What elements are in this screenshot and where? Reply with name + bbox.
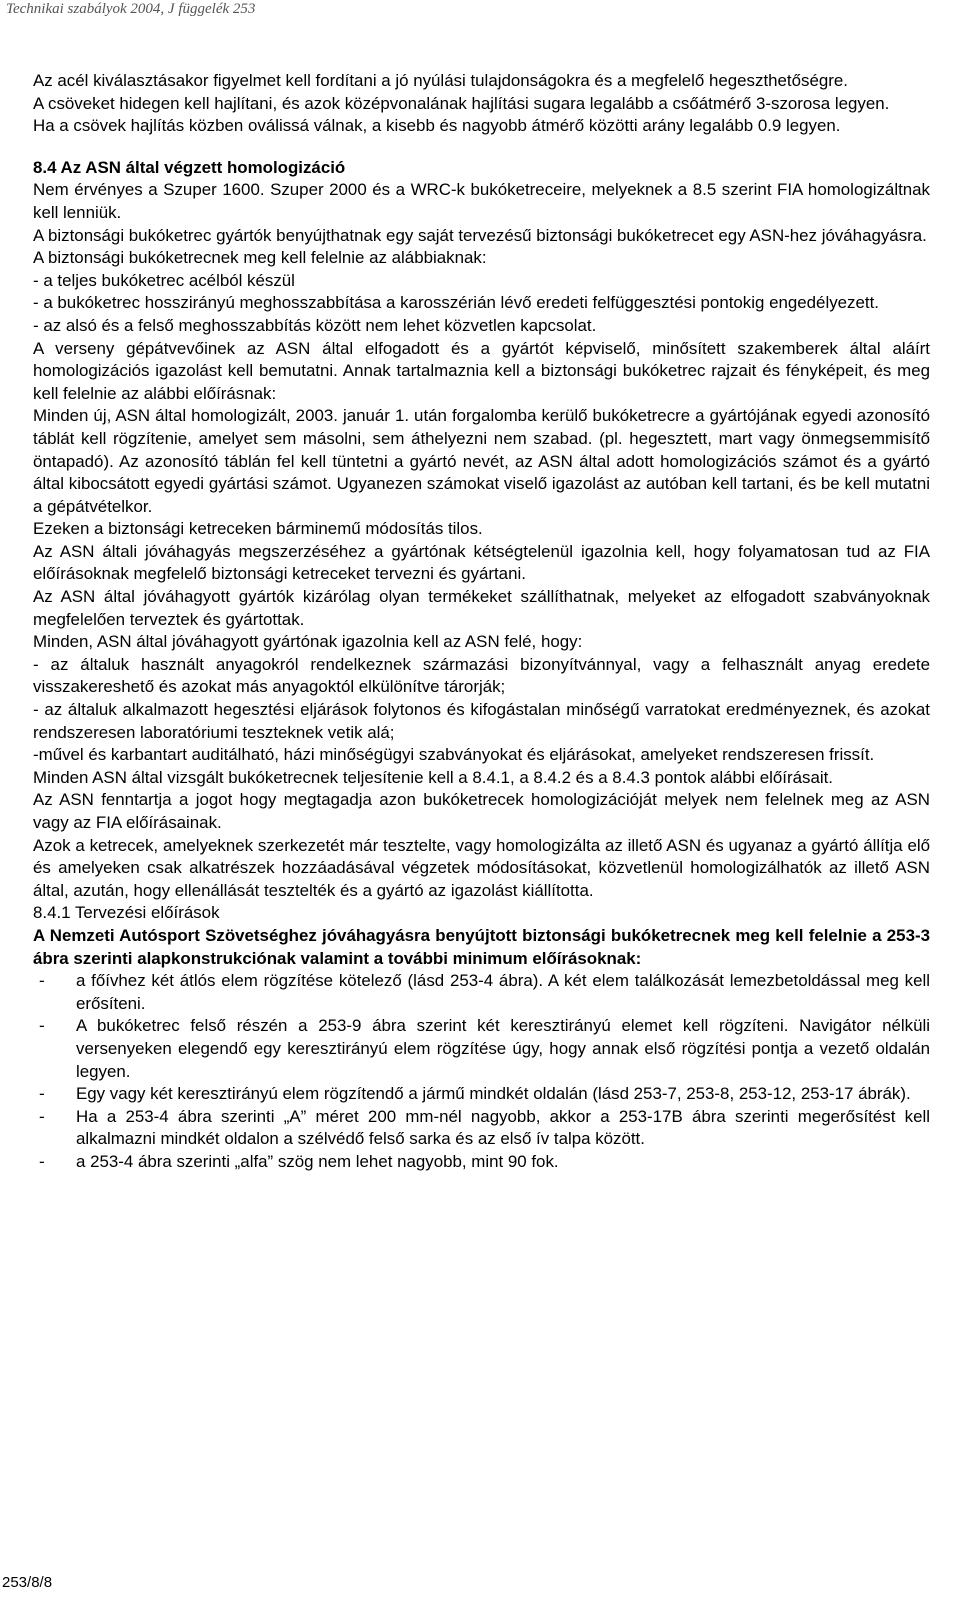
list-dash: - [39, 1106, 45, 1126]
subsection-intro: A Nemzeti Autósport Szövetséghez jóváhagyásra benyújtott biztonsági bukóketrecnek meg kell felelnie a 253-3 ábra szerinti alapkonstrukciónak valamint a további minimum előírásoknak: [33, 925, 930, 968]
list-item [33, 1151, 930, 1174]
paragraph: Nem érvényes a Szuper 1600. Szuper 2000 és a WRC-k bukóketreceire, melyeknek a 8.5 szerint FIA homologizáltnak kell lenniük. [33, 180, 930, 222]
list-dash: - [39, 1016, 45, 1036]
list-item-text: A bukóketrec felső részén a 253-9 ábra szerint két keresztirányú elemet kell rögzíteni. Navigátor nélküli versenyeken elegendő egy keresztirányú elem rögzítése úgy, hogy annak első rögzítési pontja a vezető oldalán legyen. [76, 1016, 930, 1081]
paragraph: Az acél kiválasztásakor figyelmet kell fordítani a jó nyúlási tulajdonságokra és a megfelelő hegeszthetőségre. [33, 71, 848, 90]
list-dash: - [39, 1084, 45, 1104]
section-heading: 8.4 Az ASN által végzett homologizáció [33, 157, 346, 177]
document-body [33, 70, 930, 1174]
paragraph: Az ASN fenntartja a jogot hogy megtagadja azon bukóketrecek homologizációját melyek nem felelnek meg az ASN vagy az FIA előírásainak. [33, 790, 930, 832]
list-item [33, 1083, 930, 1106]
list-dash: - [39, 971, 45, 991]
requirements-list [33, 970, 930, 1173]
paragraph: A verseny gépátvevőinek az ASN által elfogadott és a gyártót képviselő, minősített szakemberek által aláírt homologizációs igazolást kell bemutatni. Annak tartalmaznia kell a biztonsági bukóketrec rajzait és fényképeit, és meg kell felelnie az alábbi előírásnak: [33, 338, 930, 403]
paragraph-gap [33, 138, 930, 157]
paragraph: - a teljes bukóketrec acélból készül [33, 270, 295, 290]
paragraph: Minden új, ASN által homologizált, 2003. január 1. után forgalomba kerülő bukóketrecre a gyártójának egyedi azonosító táblát kell rögzítenie, amelyet sem másolni, sem áthelyezni nem szabad. (pl. hegesztett, mart vagy önmegsemmisítő öntapadó). Az azonosító táblán fel kell tüntetni a gyártó nevét, az ASN által adott homologizációs számot és a gyártó által kibocsátott egyedi gyártási számot. Ugyanezen számokat viselő igazolást az autóban kell tartani, és be kell mutatni a gépátvételkor. [33, 406, 930, 516]
paragraph: A csöveket hidegen kell hajlítani, és azok középvonalának hajlítási sugara legalább a csőátmérő 3-szorosa legyen. [33, 93, 890, 113]
paragraph: Ezeken a biztonsági ketreceken bárminemű módosítás tilos. [33, 519, 483, 539]
paragraph: Az ASN által jóváhagyott gyártók kizárólag olyan termékeket szállíthatnak, melyeket az elfogadott szabványoknak megfelelően terveztek és gyártottak. [33, 587, 930, 629]
list-item [33, 1106, 930, 1151]
paragraph: A biztonsági bukóketrec gyártók benyújthatnak egy saját tervezésű biztonsági bukóketrecet egy ASN-hez jóváhagyásra. [33, 225, 927, 245]
paragraph: Az ASN általi jóváhagyás megszerzéséhez a gyártónak kétségtelenül igazolnia kell, hogy folyamatosan tud az FIA előírásoknak megfelelő biztonsági ketreceket tervezni és gyártani. [33, 541, 930, 584]
paragraph: - az alsó és a felső meghosszabbítás között nem lehet közvetlen kapcsolat. [33, 315, 597, 335]
paragraph: - az általuk használt anyagokról rendelkeznek származási bizonyítvánnyal, vagy a felhasznált anyag eredete visszakereshető és azokat más anyagoktól elkülönítve tárorják; [33, 654, 930, 697]
paragraph: Ha a csövek hajlítás közben oválissá válnak, a kisebb és nagyobb átmérő közötti arány legalább 0.9 legyen. [33, 116, 841, 136]
paragraph: A biztonsági bukóketrecnek meg kell felelnie az alábbiaknak: [33, 248, 487, 268]
list-item-text: a főívhez két átlós elem rögzítése kötelező (lásd 253-4 ábra). A két elem találkozását lemezbetoldással meg kell erősíteni. [76, 971, 930, 1013]
list-item [33, 970, 930, 1015]
paragraph: Minden ASN által vizsgált bukóketrecnek teljesítenie kell a 8.4.1, a 8.4.2 és a 8.4.3 pontok alábbi előírásait. [33, 767, 833, 787]
page-number: 253/8/8 [2, 1574, 53, 1591]
list-item [33, 1015, 930, 1083]
list-item-text: Ha a 253-4 ábra szerinti „A” méret 200 mm-nél nagyobb, akkor a 253-17B ábra szerinti megerősítést kell alkalmazni mindkét oldalon a szélvédő felső sarka és az első ív talpa között. [76, 1106, 930, 1149]
paragraph: Minden, ASN által jóváhagyott gyártónak igazolnia kell az ASN felé, hogy: [33, 632, 583, 652]
list-item-text: a 253-4 ábra szerinti „alfa” szög nem lehet nagyobb, mint 90 fok. [76, 1151, 559, 1171]
list-item-text: Egy vagy két keresztirányú elem rögzítendő a jármű mindkét oldalán (lásd 253-7, 253-8, 253-12, 253-17 ábrák). [76, 1084, 911, 1104]
subsection-title: 8.4.1 Tervezési előírások [33, 903, 220, 923]
paragraph: -művel és karbantart auditálható, házi minőségügyi szabványokat és eljárásokat, amelyeket rendszeresen frissít. [33, 745, 875, 765]
paragraph: Azok a ketrecek, amelyeknek szerkezetét már tesztelte, vagy homologizálta az illető ASN és ugyanaz a gyártó állítja elő és amelyeken csak alkatrészek hozzáadásával végzetek módosításokat, közvetlenül homologizálhatók az illető ASN által, azután, hogy ellenállását tesztelték és a gyártó az igazolást kiállította. [33, 835, 930, 900]
paragraph: - az általuk alkalmazott hegesztési eljárások folytonos és kifogástalan minőségű varratokat eredményeznek, és azokat rendszeresen laboratóriumi teszteknek vetik alá; [33, 700, 930, 742]
running-header: Technikai szabályok 2004, J függelék 253 [6, 1, 256, 17]
paragraph: - a bukóketrec hosszirányú meghosszabbítása a karosszérián lévő eredeti felfüggesztési pontokig engedélyezett. [33, 293, 879, 313]
list-dash: - [39, 1151, 45, 1171]
